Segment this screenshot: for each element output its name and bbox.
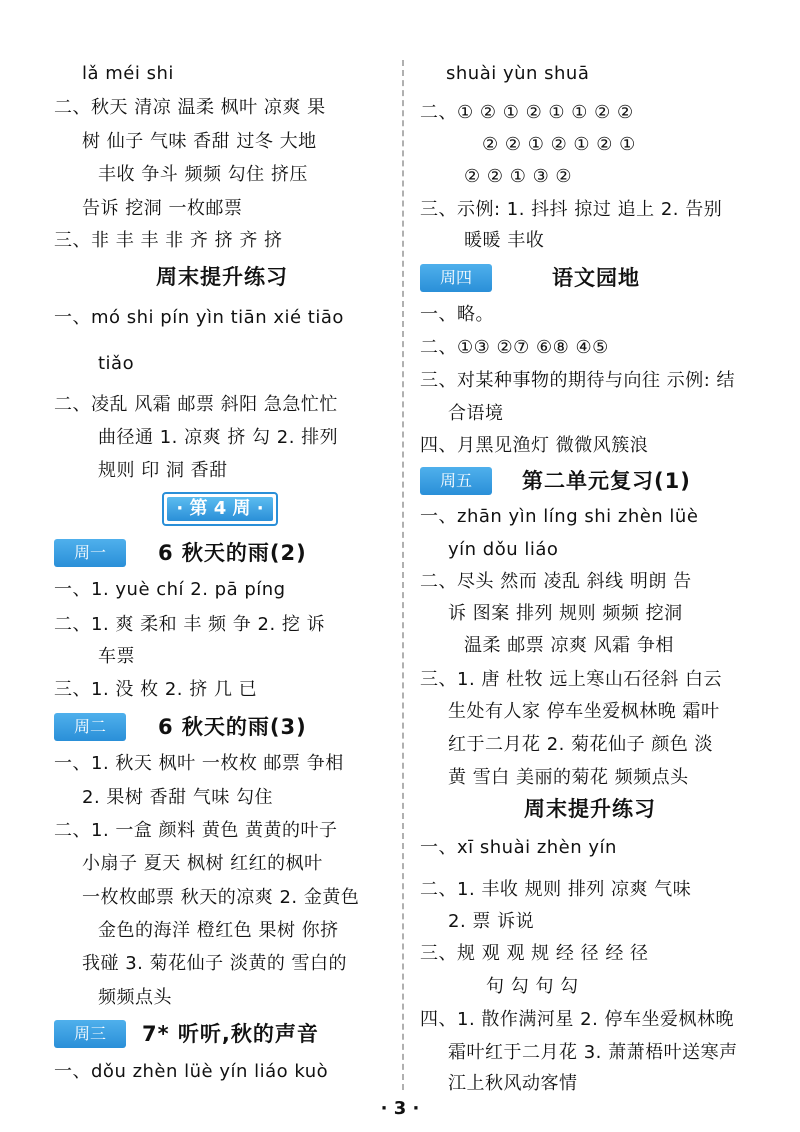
- answer-line: 一枚枚邮票 秋天的凉爽 2. 金黄色: [82, 887, 360, 908]
- pinyin-line: 一、xī shuài zhèn yín: [420, 837, 617, 858]
- answer-line: 温柔 邮票 凉爽 风霜 争相: [464, 635, 674, 656]
- answer-line: 二、1. 一盒 颜料 黄色 黄黄的叶子: [54, 820, 338, 841]
- lesson-title: 7* 听听,秋的声音: [142, 1022, 319, 1046]
- answer-line: 规则 印 洞 香甜: [98, 460, 228, 481]
- answer-line: 三、示例: 1. 抖抖 掠过 追上 2. 告别: [420, 199, 723, 220]
- answer-line: 2. 果树 香甜 气味 勾住: [82, 787, 274, 808]
- pinyin-line: 一、zhān yìn líng shi zhèn lüè: [420, 506, 699, 527]
- answer-line: 2. 票 诉说: [448, 911, 535, 932]
- answer-line: 二、1. 爽 柔和 丰 频 争 2. 挖 诉: [54, 614, 326, 635]
- answer-line: 树 仙子 气味 香甜 过冬 大地: [82, 131, 317, 152]
- answer-line: ② ② ① ② ① ② ①: [482, 134, 636, 155]
- answer-line: 一、1. 秋天 枫叶 一枚枚 邮票 争相: [54, 753, 344, 774]
- answer-line: 红于二月花 2. 菊花仙子 颜色 淡: [448, 734, 714, 755]
- answer-line: 四、月黑见渔灯 微微风簇浪: [420, 435, 649, 456]
- lesson-title: 6 秋天的雨(2): [158, 541, 307, 565]
- answer-line: 曲径通 1. 凉爽 挤 勾 2. 排列: [98, 427, 339, 448]
- answer-line: 四、1. 散作满河星 2. 停车坐爱枫林晚: [420, 1009, 735, 1030]
- pinyin-line: 一、dǒu zhèn lüè yín liáo kuò: [54, 1061, 329, 1082]
- answer-line: 二、1. 丰收 规则 排列 凉爽 气味: [420, 879, 692, 900]
- pinyin-line: 一、mó shi pín yìn tiān xié tiāo: [54, 307, 344, 328]
- answer-line: 二、凌乱 风霜 邮票 斜阳 急急忙忙: [54, 394, 338, 415]
- answer-line: 三、1. 唐 杜牧 远上寒山石径斜 白云: [420, 669, 723, 690]
- answer-line: 告诉 挖洞 一枚邮票: [82, 198, 243, 219]
- answer-line: 霜叶红于二月花 3. 萧萧梧叶送寒声: [448, 1042, 738, 1063]
- answer-line: 小扇子 夏天 枫树 红红的枫叶: [82, 853, 323, 874]
- answer-line: 金色的海洋 橙红色 果树 你挤: [98, 920, 339, 941]
- week-banner-label: · 第 4 周 ·: [167, 497, 273, 521]
- answer-line: 诉 图案 排列 规则 频频 挖洞: [448, 603, 683, 624]
- lesson-title: 语文园地: [552, 266, 640, 290]
- pinyin-line: yín dǒu liáo: [448, 539, 559, 560]
- answer-line: 二、尽头 然而 凌乱 斜线 明朗 告: [420, 571, 692, 592]
- answer-line: 二、① ② ① ② ① ① ② ②: [420, 102, 634, 123]
- answer-line: 我碰 3. 菊花仙子 淡黄的 雪白的: [82, 953, 348, 974]
- answer-line: 黄 雪白 美丽的菊花 频频点头: [448, 767, 689, 788]
- answer-line: 合语境: [448, 403, 504, 424]
- answer-line: 暖暖 丰收: [464, 230, 545, 251]
- week-banner: [162, 492, 278, 526]
- answer-line: 频频点头: [98, 987, 172, 1008]
- answer-line: 三、非 丰 丰 非 齐 挤 齐 挤: [54, 230, 283, 251]
- day-tag-thursday: 周四: [420, 264, 492, 292]
- pinyin-line: tiǎo: [98, 353, 135, 374]
- day-tag-friday: 周五: [420, 467, 492, 495]
- answer-line: 丰收 争斗 频频 勾住 挤压: [98, 164, 308, 185]
- page-number: · 3 ·: [380, 1098, 420, 1119]
- pinyin-line: lǎ méi shi: [82, 63, 174, 84]
- answer-line: ② ② ① ③ ②: [464, 166, 573, 187]
- answer-line: 车票: [98, 646, 135, 667]
- section-heading: 周末提升练习: [156, 265, 288, 289]
- answer-line: 句 勾 句 勾: [486, 976, 579, 997]
- answer-line: 生处有人家 停车坐爱枫林晚 霜叶: [448, 701, 720, 722]
- lesson-title: 第二单元复习(1): [522, 469, 691, 493]
- lesson-title: 6 秋天的雨(3): [158, 715, 307, 739]
- answer-line: 二、①③ ②⑦ ⑥⑧ ④⑤: [420, 337, 609, 358]
- answer-line: 一、略。: [420, 304, 494, 325]
- answer-line: 三、规 观 观 规 经 径 经 径: [420, 943, 649, 964]
- answer-line: 三、对某种事物的期待与向往 示例: 结: [420, 370, 736, 391]
- answer-line: 二、秋天 清凉 温柔 枫叶 凉爽 果: [54, 97, 326, 118]
- pinyin-line: 一、1. yuè chí 2. pā píng: [54, 579, 286, 600]
- day-tag-wednesday: 周三: [54, 1020, 126, 1048]
- answer-line: 三、1. 没 枚 2. 挤 几 已: [54, 679, 258, 700]
- answer-line: 江上秋风动客情: [448, 1073, 578, 1094]
- column-divider: [402, 60, 404, 1090]
- day-tag-monday: 周一: [54, 539, 126, 567]
- day-tag-tuesday: 周二: [54, 713, 126, 741]
- pinyin-line: shuài yùn shuā: [446, 63, 590, 84]
- section-heading: 周末提升练习: [524, 797, 656, 821]
